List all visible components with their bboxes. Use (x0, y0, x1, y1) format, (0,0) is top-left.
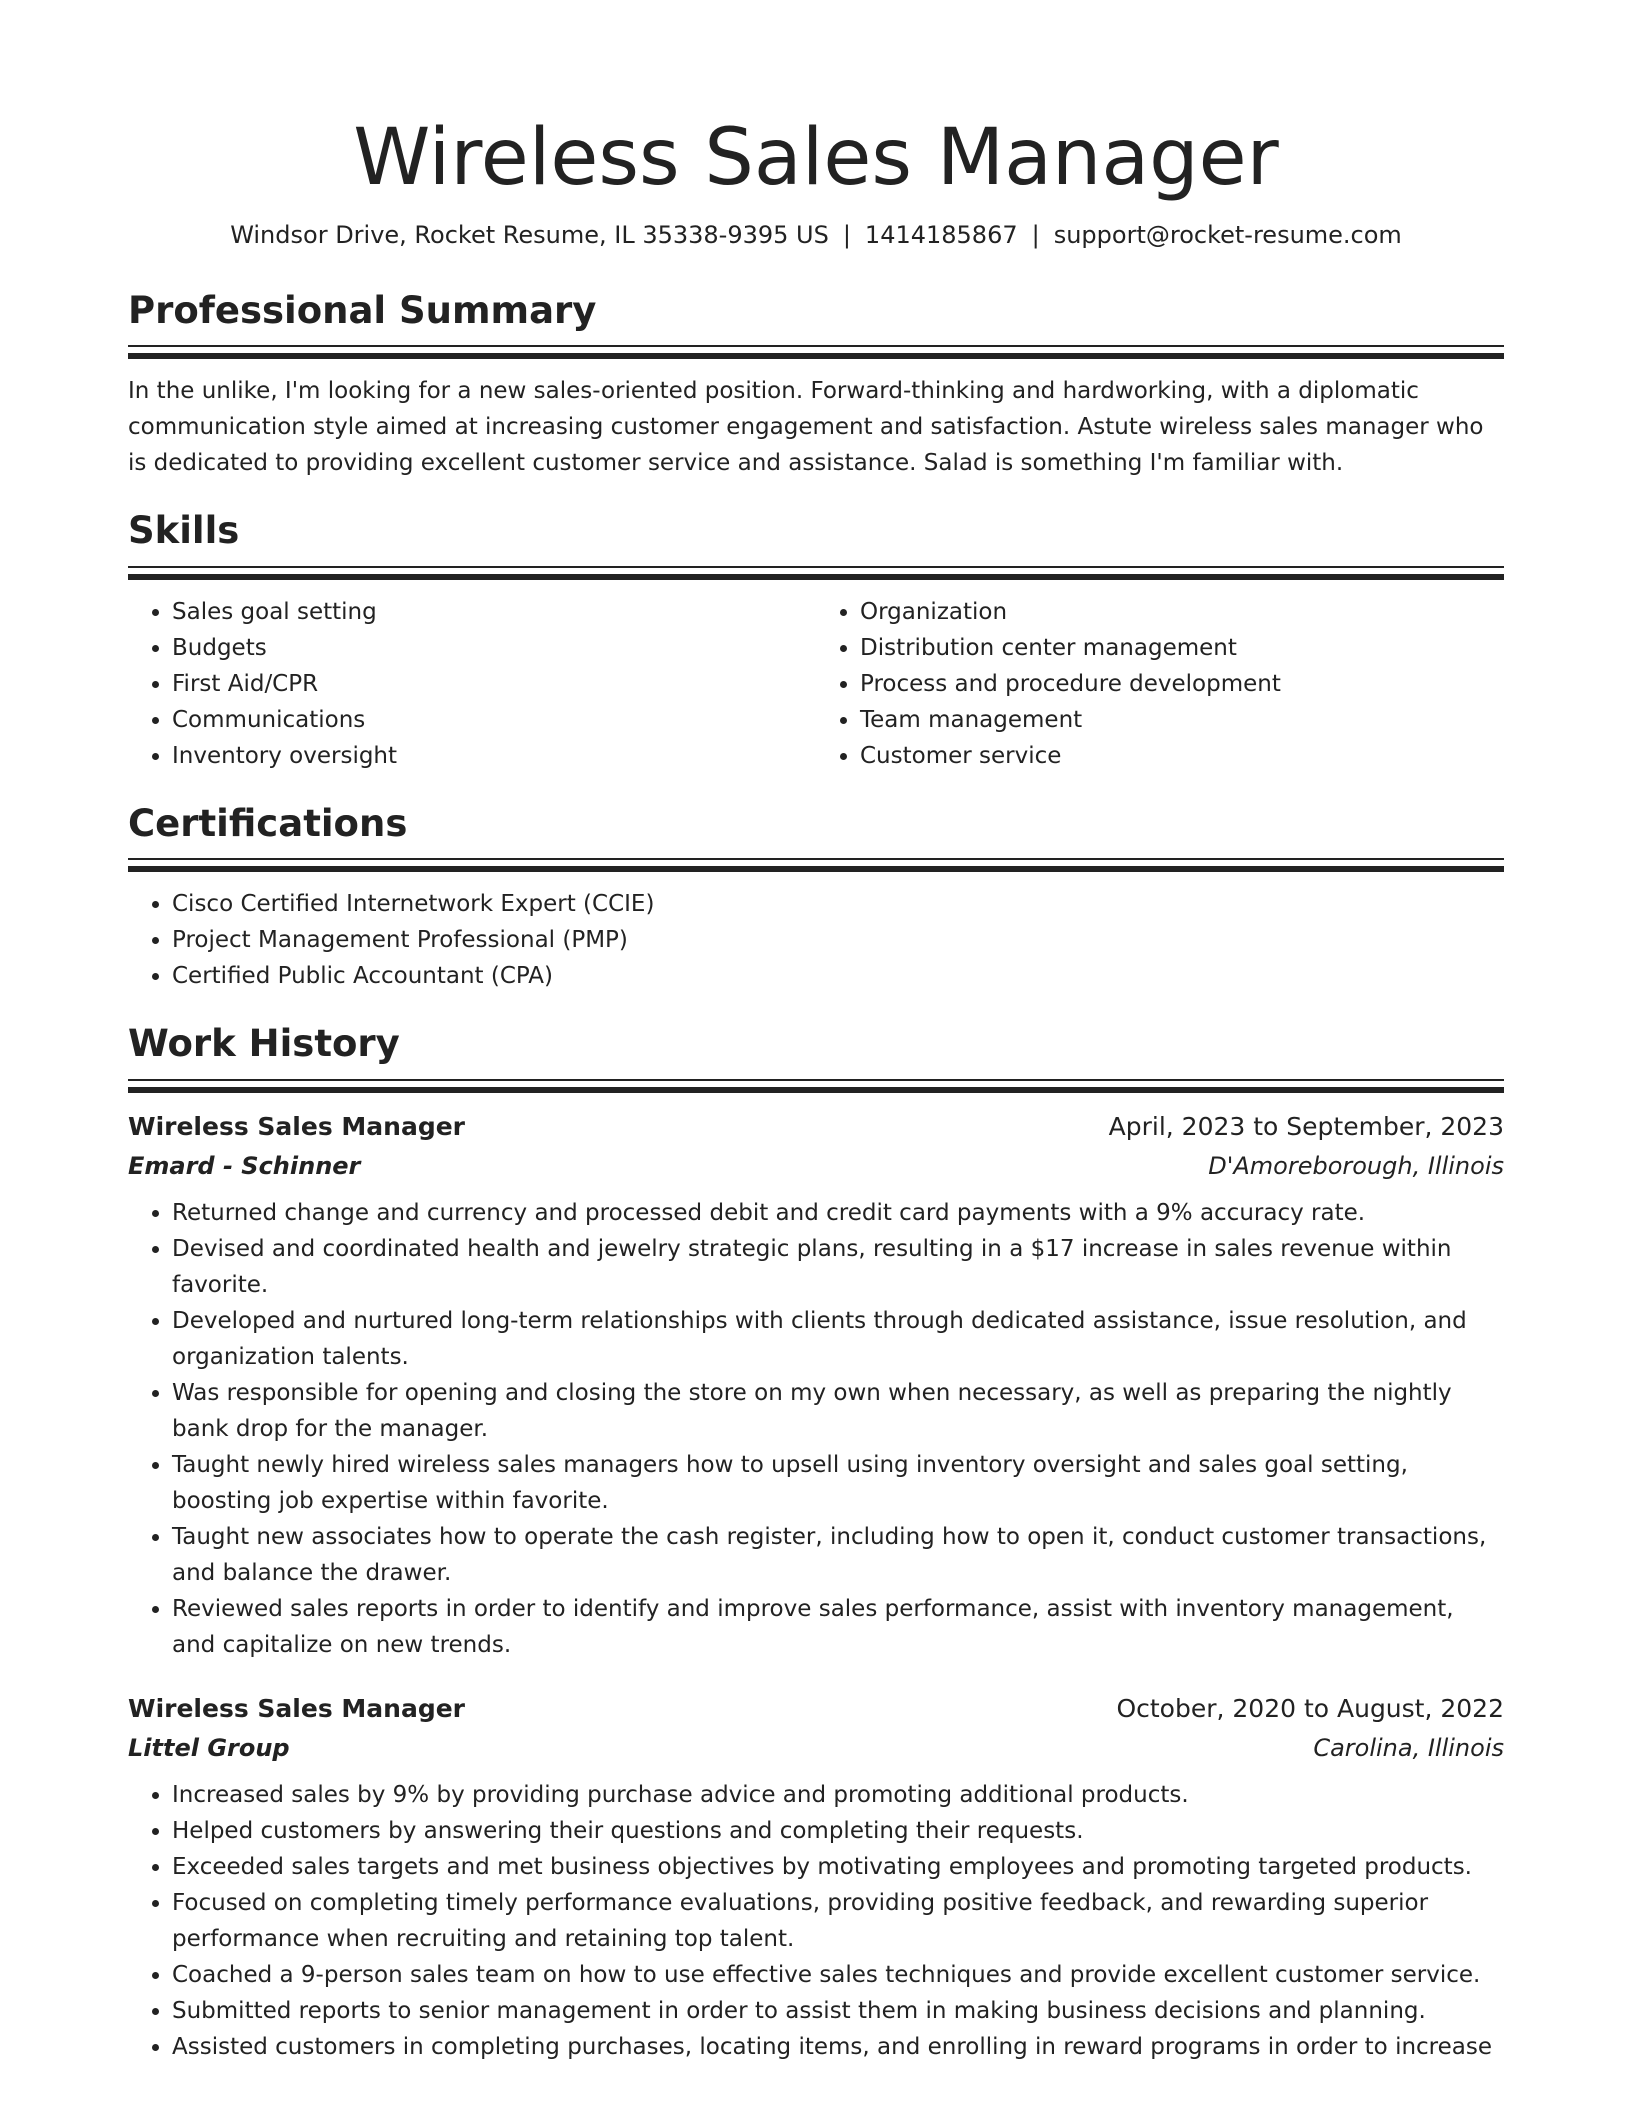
skill-item: • First Aid/CPR (172, 666, 816, 702)
skill-item: • Team management (860, 702, 1504, 738)
job-bullet: • Coached a 9-person sales team on how to use effective sales techniques and provide excellent customer service. (172, 1957, 1504, 1993)
contact-address: Windsor Drive, Rocket Resume, IL 35338-9395 US (230, 220, 829, 249)
job-location: Carolina, Illinois (1313, 1733, 1504, 1762)
job-bullet: • Taught newly hired wireless sales managers how to upsell using inventory oversight and sales goal setting, boosting job expertise within favorite. (172, 1447, 1504, 1519)
section-divider (128, 1079, 1504, 1093)
skill-item: • Organization (860, 594, 1504, 630)
skill-item: • Distribution center management (860, 630, 1504, 666)
job-bullets (128, 1195, 1504, 1663)
job-bullets (128, 1777, 1504, 2065)
contact-line (128, 220, 1504, 251)
skill-item: • Inventory oversight (172, 738, 816, 774)
certifications-list (128, 886, 1504, 994)
job-bullet: • Taught new associates how to operate the cash register, including how to open it, conduct customer transactions, and balance the drawer. (172, 1519, 1504, 1591)
job-bullet: • Devised and coordinated health and jewelry strategic plans, resulting in a $17 increase in sales revenue within favorite. (172, 1231, 1504, 1303)
skill-item: • Communications (172, 702, 816, 738)
job-bullet: • Developed and nurtured long-term relationships with clients through dedicated assistance, issue resolution, and organization talents. (172, 1303, 1504, 1375)
job-dates: April, 2023 to September, 2023 (1108, 1111, 1504, 1141)
job-subheader (128, 1147, 1504, 1185)
skill-item: • Customer service (860, 738, 1504, 774)
summary-text: In the unlike, I'm looking for a new sales-oriented position. Forward-thinking and hardworking, with a diplomatic communication style aimed at increasing customer engagement and satisfaction. Astute wireless sales manager who is dedicated to providing excellent customer service and assistance. Salad is something I'm familiar with. (128, 378, 1484, 477)
job-bullet: • Reviewed sales reports in order to identify and improve sales performance, assist with inventory management, and capitalize on new trends. (172, 1591, 1504, 1663)
job-header (128, 1107, 1504, 1147)
skills-section (128, 509, 1504, 773)
job-entry (128, 1689, 1504, 2065)
certifications-section (128, 802, 1504, 994)
job-bullet: • Returned change and currency and processed debit and credit card payments with a 9% accuracy rate. (172, 1195, 1504, 1231)
work-history-title: Work History (128, 1022, 400, 1066)
job-bullet: • Was responsible for opening and closing the store on my own when necessary, as well as preparing the nightly bank drop for the manager. (172, 1375, 1504, 1447)
job-dates: October, 2020 to August, 2022 (1116, 1693, 1504, 1723)
certification-item: • Certified Public Accountant (CPA) (172, 958, 1504, 994)
job-title: Wireless Sales Manager (128, 1111, 465, 1141)
skills-title: Skills (128, 509, 240, 553)
job-bullet: • Focused on completing timely performance evaluations, providing positive feedback, and rewarding superior performance when recruiting and retaining top talent. (172, 1885, 1504, 1957)
skill-item: • Process and procedure development (860, 666, 1504, 702)
job-company: Littel Group (128, 1733, 290, 1762)
job-company: Emard - Schinner (128, 1151, 361, 1180)
job-bullet: • Assisted customers in completing purchases, locating items, and enrolling in reward programs in order to increase (172, 2029, 1504, 2065)
resume-name: Wireless Sales Manager (353, 113, 1279, 203)
skill-item: • Budgets (172, 630, 816, 666)
certification-item: • Cisco Certified Internetwork Expert (CCIE) (172, 886, 1504, 922)
skills-list-left (128, 594, 816, 774)
contact-phone: 1414185867 (864, 220, 1018, 249)
certification-item: • Project Management Professional (PMP) (172, 922, 1504, 958)
skills-grid (128, 594, 1504, 774)
job-bullet: • Exceeded sales targets and met business objectives by motivating employees and promoting targeted products. (172, 1849, 1504, 1885)
job-location: D'Amoreborough, Illinois (1208, 1151, 1504, 1180)
contact-email[interactable]: support@rocket-resume.com (1053, 220, 1402, 249)
job-bullet: • Submitted reports to senior management in order to assist them in making business decisions and planning. (172, 1993, 1504, 2029)
contact-separator: | (1031, 220, 1040, 249)
summary-title: Professional Summary (128, 289, 597, 333)
job-entry (128, 1107, 1504, 1663)
job-title: Wireless Sales Manager (128, 1693, 465, 1723)
work-history-section (128, 1022, 1504, 2064)
job-header (128, 1689, 1504, 1729)
contact-separator: | (842, 220, 851, 249)
section-divider (128, 566, 1504, 580)
skill-item: • Sales goal setting (172, 594, 816, 630)
job-bullet: • Helped customers by answering their questions and completing their requests. (172, 1813, 1504, 1849)
section-divider (128, 345, 1504, 359)
section-divider (128, 858, 1504, 872)
skills-list-right (816, 594, 1504, 774)
certifications-title: Certifications (128, 801, 408, 845)
job-bullet: • Increased sales by 9% by providing purchase advice and promoting additional products. (172, 1777, 1504, 1813)
job-subheader (128, 1729, 1504, 1767)
summary-section (128, 289, 1504, 481)
